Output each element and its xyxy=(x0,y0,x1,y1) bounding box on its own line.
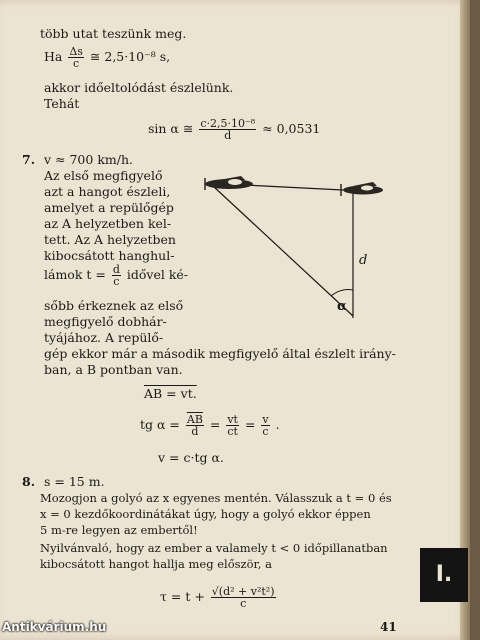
problem-8-number: 8. xyxy=(22,474,36,489)
sound-path-line xyxy=(213,186,353,316)
equation-ab: AB = vt. xyxy=(144,386,197,401)
text-line-3: akkor időeltolódást észlelünk. xyxy=(44,80,234,95)
airplane-b-icon xyxy=(341,182,383,196)
p7-line-4: az A helyzetben kel- xyxy=(44,216,172,231)
angle-arc xyxy=(331,290,353,296)
text-line-2 xyxy=(44,46,170,69)
label-d: d xyxy=(359,253,368,268)
fraction-ds-c: $\frac{\Delta s}{c}$ xyxy=(69,45,83,70)
chapter-tab: I. xyxy=(420,548,468,602)
p8-line-1: Mozogjon a golyó az x egyenes mentén. Válasszuk a t = 0 és xyxy=(40,491,392,505)
p7-line-fraction: lámok t = $\frac{d}{c}$ idővel ké- xyxy=(44,263,189,288)
p8-line-5: kibocsátott hangot hallja meg először, a xyxy=(40,557,272,571)
page-number: 41 xyxy=(380,620,397,634)
equation-tg-alpha: tg α = $\frac{\overline{AB}}{d}$ = $\frac{vt}{ct}$ = $\frac{v}{c}$ . xyxy=(140,413,280,438)
equation-v: v = c·tg α. xyxy=(158,450,224,465)
airplane-diagram xyxy=(195,168,395,328)
p8-line-2: x = 0 kezdőkoordinátákat úgy, hogy a golyó ekkor éppen xyxy=(40,507,371,521)
problem-8-given: s = 15 m. xyxy=(44,474,105,489)
text-ha: Ha xyxy=(44,49,63,64)
p8-line-4: Nyilvánvaló, hogy az ember a valamely t < 0 időpillanatban xyxy=(40,541,388,555)
p7-line-3: amelyet a repülőgép xyxy=(44,200,174,215)
problem-7-number: 7. xyxy=(22,152,36,167)
equation-tau: τ = t + $\frac{\text{√(d² + v²t²)}}{c}$ xyxy=(160,585,275,610)
label-alpha: α xyxy=(337,299,348,314)
equation-sin-alpha: sin α ≅ $\frac{\text{c·2,5·10⁻⁸}}{d}$ ≈ 0,0531 xyxy=(148,117,321,142)
p7-line-6: kibocsátott hanghul- xyxy=(44,248,175,263)
p7-line-11: ban, a B pontban van. xyxy=(44,362,183,377)
page-edge xyxy=(460,0,470,640)
p7-line-1: Az első megfigyelő xyxy=(44,168,163,183)
airplane-a-icon xyxy=(205,176,253,190)
text-time-value: ≅ 2,5·10⁻⁸ s, xyxy=(89,49,171,64)
p7-line-7: sőbb érkeznek az első xyxy=(44,298,184,313)
p7-line-8: megfigyelő dobhár- xyxy=(44,314,167,329)
problem-7-given: v ≈ 700 km/h. xyxy=(44,152,133,167)
text-line-4: Tehát xyxy=(44,96,80,111)
p7-line-9: tyájához. A repülő- xyxy=(44,330,164,345)
text-line-1: több utat teszünk meg. xyxy=(40,26,187,41)
p8-line-3: 5 m-re legyen az embertől! xyxy=(40,523,198,537)
p7-line-5: tett. Az A helyzetben xyxy=(44,232,176,247)
watermark: Antikvárium.hu xyxy=(2,620,107,634)
p7-line-2: azt a hangot észleli, xyxy=(44,184,171,199)
p7-line-10: gép ekkor már a második megfigyelő által észlelt irány- xyxy=(44,346,396,361)
